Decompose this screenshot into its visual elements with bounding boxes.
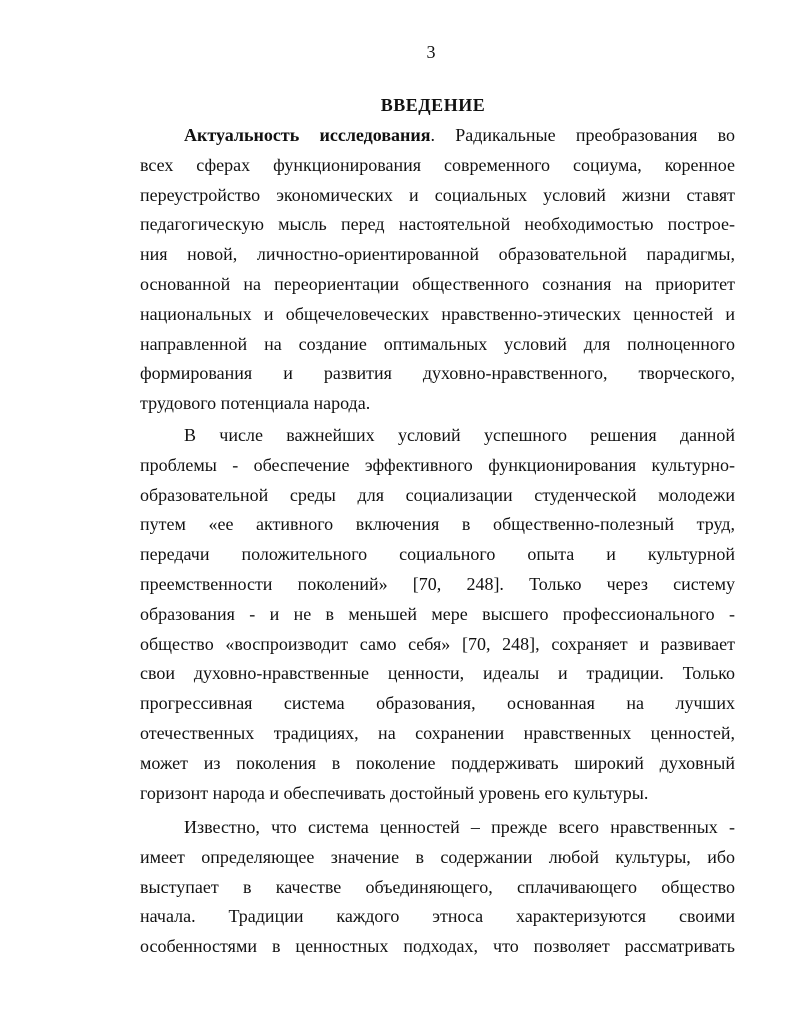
paragraph-line: общество «воспроизводит само себя» [70, 248], сохраняет и развивает [140,633,735,654]
paragraph-line: В числе важнейших условий успешного решения данной [184,425,735,445]
paragraph-line: Актуальность исследования. Радикальные преобразования во [184,125,735,145]
paragraph-line: образовательной среды для социализации студенческой молодежи [140,484,735,505]
paragraph-line: имеет определяющее значение в содержании любой культуры, ибо [140,846,735,867]
page-number: 3 [426,42,436,62]
paragraph-line: основанной на переориентации общественного сознания на приоритет [140,273,735,294]
paragraph-line: может из поколения в поколение поддерживать широкий духовный [140,752,735,773]
paragraph-line: передачи положительного социального опыта и культурной [140,544,735,565]
paragraph-line: прогрессивная система образования, основанная на лучших [140,693,735,714]
paragraph-line: Известно, что система ценностей – прежде всего нравственных - [184,817,735,837]
paragraph-line: проблемы - обеспечение эффективного функционирования культурно- [140,454,735,475]
paragraph-line: горизонт народа и обеспечивать достойный уровень его культуры. [140,782,649,803]
paragraph-line: особенностями в ценностных подходах, что позволяет рассматривать [140,936,735,957]
paragraph-line: ния новой, личностно-ориентированной образовательной парадигмы, [140,244,735,265]
paragraph-line: национальных и общечеловеческих нравственно-этических ценностей и [140,303,735,324]
bold-lead-text: Актуальность исследования [184,125,431,145]
paragraph-line: свои духовно-нравственные ценности, идеалы и традиции. Только [140,663,735,684]
paragraph-line: формирования и развития духовно-нравственного, творческого, [140,363,735,384]
paragraph-line: образования - и не в меньшей мере высшего профессионального - [140,603,735,624]
paragraph-line: преемственности поколений» [70, 248]. Только через систему [140,573,735,594]
paragraph-conditions [140,421,735,808]
paragraph-line: трудового потенциала народа. [140,393,371,414]
section-heading: ВВЕДЕНИЕ [380,95,486,115]
paragraph-line: отечественных традициях, на сохранении нравственных ценностей, [140,722,735,743]
paragraph-values [140,813,735,962]
paragraph-line: педагогическую мысль перед настоятельной необходимостью построе- [140,214,735,235]
paragraph-line: направленной на создание оптимальных условий для полноценного [140,333,735,354]
paragraph-line: начала. Традиции каждого этноса характеризуются своими [140,906,735,927]
paragraph-relevance [140,121,735,419]
paragraph-line: всех сферах функционирования современного социума, коренное [140,154,735,175]
paragraph-line: путем «ее активного включения в общественно-полезный труд, [140,514,735,535]
paragraph-line: выступает в качестве объединяющего, сплачивающего общество [140,876,735,897]
paragraph-line: переустройство экономических и социальных условий жизни ставят [140,184,735,205]
